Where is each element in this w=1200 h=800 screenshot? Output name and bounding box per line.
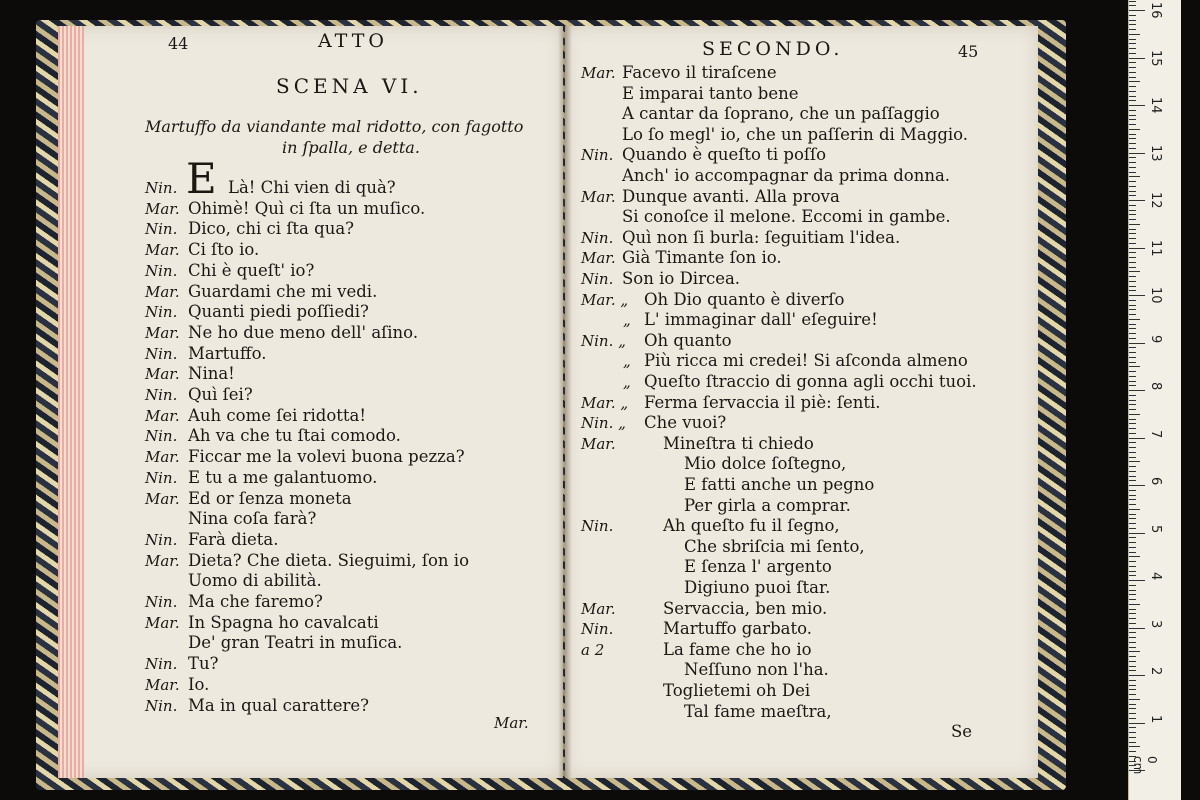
ruler-tick <box>1129 585 1136 586</box>
ruler-tick <box>1129 324 1136 325</box>
ruler-tick <box>1129 480 1136 481</box>
ruler-tick <box>1129 110 1136 111</box>
ruler-tick <box>1129 300 1136 301</box>
dialogue-line: Neſſuno non l'ha. <box>684 660 829 680</box>
speaker-label: Mar. <box>145 613 180 632</box>
speaker-label: Mar. <box>145 489 180 508</box>
dialogue-line: Queſto ſtraccio di gonna agli occhi tuoi. <box>644 372 977 391</box>
speaker-label: a 2 <box>581 640 605 659</box>
dialogue-line: Lo ſo megl' io, che un paſſerin di Maggio. <box>622 124 969 144</box>
ruler-tick <box>1129 433 1136 434</box>
ruler-tick <box>1129 594 1136 595</box>
ruler-tick <box>1129 162 1136 163</box>
ruler-tick <box>1129 623 1136 624</box>
ruler-tick <box>1129 727 1136 728</box>
speaker-label: Nin. <box>145 386 178 404</box>
ruler-number: 2 <box>1148 667 1163 676</box>
ruler-tick <box>1129 647 1136 648</box>
dialogue-line: Digiuno puoi ſtar. <box>684 578 831 597</box>
dialogue-line: Si conoſce il melone. Eccomi in gambe. <box>622 207 951 227</box>
ruler-tick <box>1129 637 1136 638</box>
ruler-tick <box>1129 632 1136 633</box>
ruler-tick <box>1129 628 1145 629</box>
dialogue-line: Dunque avanti. Alla prova <box>622 186 840 206</box>
ruler-tick <box>1129 200 1145 201</box>
ruler-tick <box>1129 471 1136 472</box>
dialogue-line: L' immaginar dall' eſeguire! <box>644 310 878 330</box>
ruler-tick <box>1129 276 1136 277</box>
ruler-tick <box>1129 661 1136 662</box>
ruler-tick <box>1129 651 1140 652</box>
dialogue-line: Quì non ſi burla: ſeguitiam l'idea. <box>622 227 901 247</box>
ruler-tick <box>1129 167 1136 168</box>
ruler-tick <box>1129 352 1136 353</box>
ruler-number: 16 <box>1148 2 1163 19</box>
ruler-tick <box>1129 385 1136 386</box>
ruler-tick <box>1129 442 1136 443</box>
ruler-tick <box>1129 124 1136 125</box>
dialogue-line: Dico, chi ci ſta qua? <box>188 219 355 239</box>
ruler-tick <box>1129 438 1145 439</box>
ruler-tick <box>1129 96 1136 97</box>
ruler-number: 11 <box>1148 239 1163 257</box>
ruler-tick <box>1129 751 1136 752</box>
ruler-tick <box>1129 571 1136 572</box>
ruler-tick <box>1129 400 1136 401</box>
drop-cap: E <box>186 154 217 203</box>
ruler-tick <box>1129 404 1136 405</box>
dialogue-line: Chi è queſt' io? <box>188 260 315 280</box>
ruler-tick <box>1129 452 1136 453</box>
speaker-label: Nin. <box>581 270 614 288</box>
speaker-label: Mar. <box>145 199 180 218</box>
ruler-tick <box>1129 447 1136 448</box>
ruler-tick <box>1129 366 1140 367</box>
ruler-tick <box>1129 537 1136 538</box>
speaker-label: Nin. „ <box>581 414 626 433</box>
ruler-tick <box>1129 718 1136 719</box>
ruler-number: 5 <box>1148 524 1163 533</box>
ruler-tick <box>1129 419 1136 420</box>
ruler-tick <box>1129 39 1136 40</box>
ruler-number: 10 <box>1148 287 1163 304</box>
speaker-label: Nin. <box>145 179 178 197</box>
speaker-label: Mar. <box>581 599 616 618</box>
ruler-tick <box>1129 666 1136 667</box>
ruler-tick <box>1129 566 1136 567</box>
ruler-tick <box>1129 552 1136 553</box>
ruler-tick <box>1129 680 1136 681</box>
ruler-tick <box>1129 509 1140 510</box>
ruler-tick <box>1129 148 1136 149</box>
dialogue-line: Nina coſa farà? <box>188 509 317 529</box>
speaker-label: Mar. <box>145 448 180 467</box>
ruler-tick <box>1129 115 1136 116</box>
ruler-tick <box>1129 737 1136 738</box>
ruler-number: 9 <box>1148 334 1163 343</box>
ruler-tick <box>1129 338 1136 339</box>
speaker-label: Mar. <box>145 323 180 342</box>
left-running-head: ATTO <box>318 30 388 52</box>
dialogue-line: Ohimè! Quì ci ſta un muſico. <box>188 198 426 218</box>
ruler-tick <box>1129 105 1145 106</box>
dialogue-line: Son io Dircea. <box>622 269 741 288</box>
ruler-tick <box>1129 134 1136 135</box>
dialogue-line: Tal fame maeſtra, <box>684 701 832 721</box>
ruler-tick <box>1129 599 1136 600</box>
speaker-label: Mar. <box>581 64 616 82</box>
ruler-tick <box>1129 290 1136 291</box>
ruler-tick <box>1129 670 1136 671</box>
ruler-tick <box>1129 157 1136 158</box>
ruler-tick <box>1129 58 1145 59</box>
ruler-tick <box>1129 618 1136 619</box>
ruler-tick <box>1129 518 1136 519</box>
ruler-tick <box>1129 195 1136 196</box>
dialogue-line: Tu? <box>188 654 219 674</box>
ruler-tick <box>1129 613 1136 614</box>
ruler-tick <box>1129 390 1145 391</box>
ruler-tick <box>1129 746 1140 747</box>
ruler-number: 8 <box>1148 382 1163 391</box>
ruler-tick <box>1129 414 1140 415</box>
book-gutter <box>558 26 572 778</box>
ruler-tick <box>1129 575 1136 576</box>
speaker-label: Nin. <box>145 303 178 322</box>
dialogue-line: Oh Dio quanto è diverſo <box>644 289 845 309</box>
speaker-label: „ <box>623 311 631 330</box>
speaker-label: Nin. <box>145 530 178 549</box>
ruler-tick <box>1129 43 1136 44</box>
ruler-tick <box>1129 305 1136 306</box>
ruler-tick <box>1129 191 1136 192</box>
ruler-tick <box>1129 176 1140 177</box>
ruler-tick <box>1129 205 1136 206</box>
dialogue-line: Già Timante ſon io. <box>622 248 782 268</box>
ruler-tick <box>1129 590 1136 591</box>
ruler-number: 12 <box>1148 192 1163 209</box>
dialogue-line: E imparai tanto bene <box>622 83 799 103</box>
ruler-tick <box>1129 48 1136 49</box>
dialogue-line: Oh quanto <box>644 330 732 350</box>
speaker-label: „ <box>623 352 631 371</box>
ruler-tick <box>1129 713 1136 714</box>
ruler-tick <box>1129 732 1136 733</box>
ruler-tick <box>1129 229 1136 230</box>
ruler-tick <box>1129 233 1136 234</box>
ruler-tick <box>1129 20 1136 21</box>
ruler-tick <box>1129 561 1136 562</box>
ruler-tick <box>1129 333 1136 334</box>
dialogue-line: Auh come ſei ridotta! <box>188 405 367 425</box>
speaker-label: Nin. <box>145 468 178 487</box>
ruler-tick <box>1129 423 1136 424</box>
speaker-label: Mar. <box>145 551 180 570</box>
dialogue-line: In Spagna ho cavalcati <box>188 612 379 632</box>
speaker-label: Nin. <box>581 146 614 165</box>
ruler-tick <box>1129 742 1136 743</box>
ruler-tick <box>1129 343 1145 344</box>
ruler-tick <box>1129 210 1136 211</box>
ruler-tick <box>1129 67 1136 68</box>
ruler-tick <box>1129 295 1145 296</box>
dialogue-line: Ed or ſenza moneta <box>188 488 352 508</box>
ruler-tick <box>1129 181 1136 182</box>
ruler-tick <box>1129 5 1136 6</box>
ruler-tick <box>1129 286 1136 287</box>
scene-title: SCENA VI. <box>276 74 423 98</box>
stage-direction: Martuffo da viandante mal ridotto, con fagotto <box>145 117 524 136</box>
ruler-tick <box>1129 409 1136 410</box>
ruler-tick <box>1129 1 1136 2</box>
ruler-tick <box>1129 362 1136 363</box>
page-edge-red <box>58 26 84 778</box>
ruler-tick <box>1129 62 1136 63</box>
dialogue-line: Uomo di abilità. <box>188 571 322 591</box>
ruler-tick <box>1129 214 1136 215</box>
ruler-tick <box>1129 723 1145 724</box>
dialogue-line: Quanti piedi poſſiedi? <box>188 302 369 322</box>
dialogue-line: Servaccia, ben mio. <box>663 598 828 618</box>
ruler-tick <box>1129 347 1136 348</box>
speaker-label: Nin. <box>145 655 178 674</box>
ruler-tick <box>1129 495 1136 496</box>
speaker-label: Mar. <box>145 282 180 301</box>
ruler-tick <box>1129 267 1136 268</box>
dialogue-line: Mio dolce ſoſtegno, <box>684 454 847 474</box>
dialogue-line: Dieta? Che dieta. Sieguimi, ſon io <box>188 550 469 570</box>
ruler-tick <box>1129 252 1136 253</box>
ruler-tick <box>1129 461 1140 462</box>
ruler-tick <box>1129 91 1136 92</box>
ruler-number: 3 <box>1148 619 1163 628</box>
dialogue-line: Che sbriſcia mi ſento, <box>684 536 865 556</box>
dialogue-line: Ficcar me la volevi buona pezza? <box>188 447 465 467</box>
ruler-tick <box>1129 309 1136 310</box>
ruler-tick <box>1129 685 1136 686</box>
ruler-tick <box>1129 457 1136 458</box>
dialogue-line: Là! Chi vien di quà? <box>228 178 396 197</box>
ruler-tick <box>1129 547 1136 548</box>
ruler-number: 13 <box>1148 144 1163 162</box>
ruler-tick <box>1129 314 1136 315</box>
speaker-label: Nin. <box>145 427 178 446</box>
ruler-tick <box>1129 328 1136 329</box>
dialogue-line: De' gran Teatri in muſica. <box>188 633 403 653</box>
ruler-tick <box>1129 262 1136 263</box>
dialogue-line: Facevo il tiraſcene <box>622 63 777 82</box>
ruler-tick <box>1129 72 1136 73</box>
ruler-tick <box>1129 381 1136 382</box>
ruler-tick <box>1129 466 1136 467</box>
ruler-unit-label: 0 cm <box>1131 756 1159 775</box>
dialogue-line: Ma che faremo? <box>188 592 323 611</box>
ruler-tick <box>1129 153 1145 154</box>
ruler-tick <box>1129 708 1136 709</box>
ruler-tick <box>1129 395 1136 396</box>
dialogue-line: Quando è queſto ti poſſo <box>622 145 827 165</box>
ruler-tick <box>1129 281 1136 282</box>
ruler-tick <box>1129 81 1140 82</box>
stage-direction: in ſpalla, e detta. <box>282 138 420 157</box>
dialogue-line: Martuffo. <box>188 343 267 363</box>
speaker-label: Nin. <box>145 220 178 239</box>
ruler-tick <box>1129 490 1136 491</box>
ruler-tick <box>1129 224 1140 225</box>
ruler-number: 6 <box>1148 477 1163 486</box>
ruler-tick <box>1129 119 1136 120</box>
ruler-tick <box>1129 238 1136 239</box>
dialogue-line: La fame che ho io <box>663 639 812 659</box>
ruler-tick <box>1129 428 1136 429</box>
dialogue-line: E tu a me galantuomo. <box>188 467 378 487</box>
ruler-tick <box>1129 243 1136 244</box>
ruler-tick <box>1129 604 1140 605</box>
speaker-label: Mar. <box>145 241 180 260</box>
speaker-label: Nin. „ <box>581 331 626 350</box>
dialogue-line: Ma in qual carattere? <box>188 695 370 715</box>
dialogue-line: Per girla a comprar. <box>684 495 851 515</box>
speaker-label: Mar. <box>581 187 616 206</box>
ruler-number: 1 <box>1148 714 1163 723</box>
ruler-number: 15 <box>1148 49 1163 67</box>
left-page-number: 44 <box>168 34 189 53</box>
ruler-tick <box>1129 528 1136 529</box>
ruler-tick <box>1129 319 1140 320</box>
ruler-tick <box>1129 172 1136 173</box>
speaker-label: Mar. <box>581 434 616 453</box>
dialogue-line: Mineſtra ti chiedo <box>663 433 814 453</box>
speaker-label: Mar. <box>581 249 616 268</box>
ruler-tick <box>1129 556 1140 557</box>
speaker-label: Mar. <box>145 406 180 425</box>
ruler-tick <box>1129 15 1136 16</box>
ruler-tick <box>1129 86 1136 87</box>
ruler-tick <box>1129 376 1136 377</box>
speaker-label: Mar. „ <box>581 290 629 309</box>
ruler-tick <box>1129 271 1140 272</box>
ruler-tick <box>1129 580 1145 581</box>
right-page-number: 45 <box>958 42 979 61</box>
ruler-tick <box>1129 143 1136 144</box>
dialogue-line: Ah queſto fu il ſegno, <box>663 516 840 536</box>
ruler-tick <box>1129 542 1136 543</box>
dialogue-line: Quì ſei? <box>188 385 253 404</box>
ruler-tick <box>1129 523 1136 524</box>
speaker-label: Nin. <box>145 593 178 611</box>
speaker-label: „ <box>623 373 631 391</box>
ruler-number: 4 <box>1148 572 1163 581</box>
speaker-label: Mar. <box>145 365 180 384</box>
ruler-tick <box>1129 24 1136 25</box>
dialogue-line: Io. <box>188 674 210 694</box>
ruler-tick <box>1129 704 1136 705</box>
ruler-tick <box>1129 514 1136 515</box>
dialogue-line: Che vuoi? <box>644 413 727 433</box>
ruler-tick <box>1129 138 1136 139</box>
ruler-tick <box>1129 699 1140 700</box>
dialogue-line: Farà dieta. <box>188 529 279 549</box>
speaker-label: Mar. „ <box>581 393 629 412</box>
dialogue-line: Nina! <box>188 364 235 384</box>
dialogue-line: Ci ſto io. <box>188 240 260 260</box>
dialogue-line: Ne ho due meno dell' aſino. <box>188 322 419 342</box>
right-running-head: SECONDO. <box>702 38 844 60</box>
ruler-tick <box>1129 257 1136 258</box>
dialogue-line: Guardami che mi vedi. <box>188 281 378 301</box>
ruler-tick <box>1129 533 1145 534</box>
ruler-tick <box>1129 694 1136 695</box>
ruler-tick <box>1129 476 1136 477</box>
ruler-tick <box>1129 357 1136 358</box>
speaker-label: Nin. <box>145 261 178 280</box>
ruler-tick <box>1129 53 1136 54</box>
ruler-tick <box>1129 689 1136 690</box>
catchword: Mar. <box>494 714 529 732</box>
speaker-label: Nin. <box>145 344 178 363</box>
ruler-tick <box>1129 675 1145 676</box>
ruler-tick <box>1129 129 1140 130</box>
dialogue-line: Ferma ſervaccia il piè: ſenti. <box>644 392 881 412</box>
dialogue-line: E fatti anche un pegno <box>684 475 875 494</box>
ruler-tick <box>1129 248 1145 249</box>
ruler-tick <box>1129 219 1136 220</box>
dialogue-line: E ſenza l' argento <box>684 557 832 577</box>
speaker-label: Nin. <box>581 228 614 247</box>
ruler-number: 14 <box>1148 97 1163 114</box>
ruler-tick <box>1129 656 1136 657</box>
ruler-tick <box>1129 100 1136 101</box>
dialogue-line: Toglietemi oh Dei <box>663 681 811 700</box>
ruler-tick <box>1129 499 1136 500</box>
ruler-tick <box>1129 642 1136 643</box>
speaker-label: Mar. <box>145 675 180 694</box>
ruler-tick <box>1129 34 1140 35</box>
catchword: Se <box>951 722 973 741</box>
dialogue-line: A cantar da ſoprano, che un paſſaggio <box>622 104 940 124</box>
ruler-tick <box>1129 371 1136 372</box>
dialogue-line: Anch' io accompagnar da prima donna. <box>622 166 951 185</box>
dialogue-line: Più ricca mi credei! Si aſconda almeno <box>644 351 968 371</box>
ruler-tick <box>1129 29 1136 30</box>
ruler-tick <box>1129 10 1145 11</box>
ruler-tick <box>1129 186 1136 187</box>
speaker-label: Nin. <box>145 696 178 715</box>
dialogue-line: Martuffo garbato. <box>663 619 812 639</box>
ruler-tick <box>1129 504 1136 505</box>
ruler-tick <box>1129 609 1136 610</box>
ruler-tick <box>1129 77 1136 78</box>
ruler-number: 7 <box>1148 429 1163 438</box>
speaker-label: Nin. <box>581 517 614 536</box>
speaker-label: Nin. <box>581 620 614 639</box>
ruler-tick <box>1129 485 1145 486</box>
measuring-ruler <box>1128 0 1181 800</box>
dialogue-line: Ah va che tu ſtai comodo. <box>188 426 401 446</box>
